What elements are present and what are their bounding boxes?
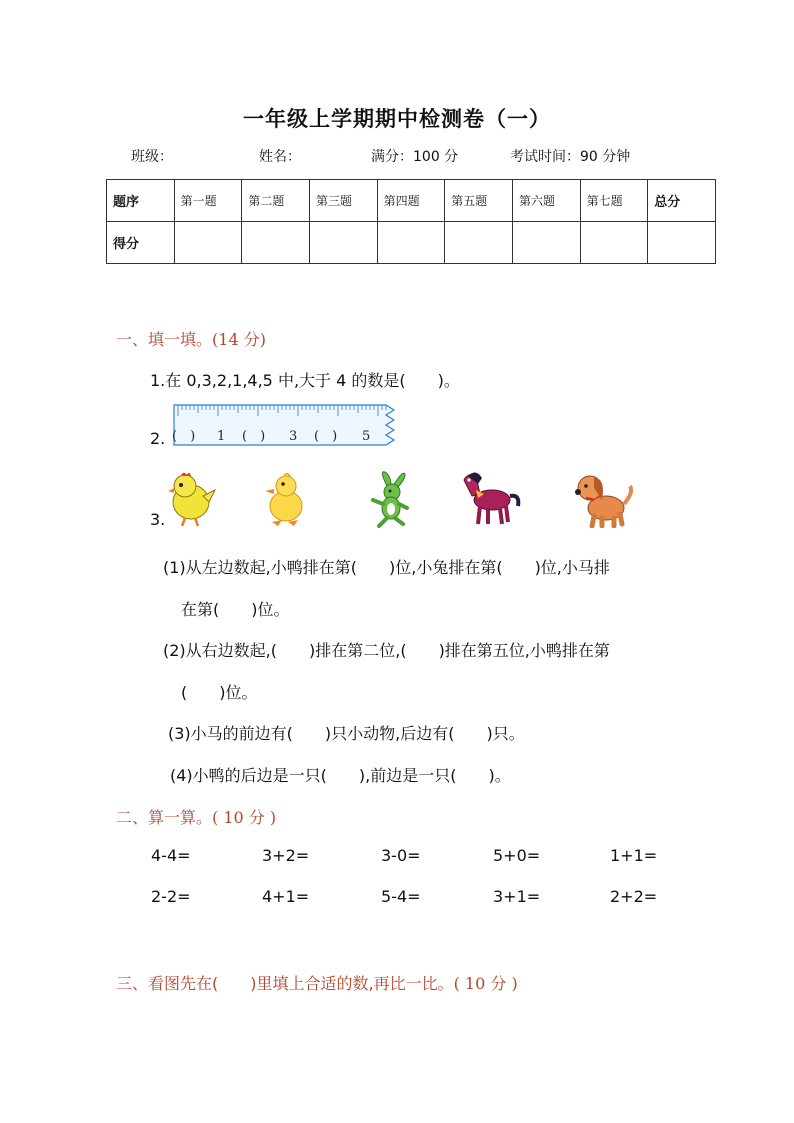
ruler-label: 3: [289, 429, 298, 444]
ruler-label: ( ): [242, 429, 266, 444]
section2-title: 二、算一算。: [116, 808, 213, 827]
score-cell[interactable]: [648, 222, 716, 264]
dog-icon: [572, 470, 636, 528]
q3-sub3: (3)小马的前边有( )只小动物,后边有( )只。: [168, 724, 525, 743]
ruler-label: ( ): [172, 429, 196, 444]
header-cell: 第三题: [309, 180, 377, 222]
section2-points: ( 10 分 ): [212, 808, 277, 827]
ruler-label: ( ): [314, 429, 338, 444]
calc-item: 3+2=: [262, 846, 310, 865]
header-cell: 第二题: [242, 180, 310, 222]
calc-item: 4-4=: [151, 846, 191, 865]
section1-title: 一、填一填。: [116, 330, 213, 349]
question-3-label: 3.: [150, 510, 166, 529]
header-cell: 第四题: [377, 180, 445, 222]
section1-heading: [116, 327, 266, 350]
score-cell[interactable]: [445, 222, 513, 264]
score-cell[interactable]: [377, 222, 445, 264]
header-cell: 题序: [107, 180, 175, 222]
q3-sub1-line1: (1)从左边数起,小鸭排在第( )位,小兔排在第( )位,小马排: [163, 558, 610, 577]
score-row-label: 得分: [107, 222, 175, 264]
full-score: 满分：100 分: [371, 149, 459, 165]
calc-item: 1+1=: [610, 846, 658, 865]
calc-item: 2+2=: [610, 887, 658, 906]
rabbit-icon: [367, 470, 429, 528]
ruler-label: 5: [362, 429, 371, 444]
horse-icon: [458, 470, 524, 528]
header-cell: 第一题: [174, 180, 242, 222]
score-cell[interactable]: [309, 222, 377, 264]
score-table: [106, 179, 716, 264]
calc-item: 5-4=: [381, 887, 421, 906]
ruler-label: 1: [217, 429, 226, 444]
score-cell[interactable]: [242, 222, 310, 264]
section3-title: 三、看图先在( )里填上合适的数,再比一比。: [116, 974, 454, 993]
section1-points: (14 分): [212, 330, 266, 349]
q3-sub2-line2: ( )位。: [181, 683, 258, 702]
name-label: 姓名：: [259, 149, 301, 165]
section3-heading: [116, 971, 518, 994]
score-cell[interactable]: [580, 222, 648, 264]
section2-heading: [116, 805, 276, 828]
calc-item: 3+1=: [493, 887, 541, 906]
score-cell[interactable]: [512, 222, 580, 264]
duck-icon: [262, 470, 324, 528]
question-1: 1.在 0,3,2,1,4,5 中,大于 4 的数是( )。: [150, 371, 460, 390]
exam-time: 考试时间：90 分钟: [510, 149, 631, 165]
ruler-icon: [172, 403, 402, 451]
header-cell: 第七题: [580, 180, 648, 222]
score-cell[interactable]: [174, 222, 242, 264]
header-cell: 第六题: [512, 180, 580, 222]
section3-points: ( 10 分 ): [453, 974, 518, 993]
q3-sub2-line1: (2)从右边数起,( )排在第二位,( )排在第五位,小鸭排在第: [163, 641, 610, 660]
calc-item: 2-2=: [151, 887, 191, 906]
question-2-label: 2.: [150, 429, 166, 448]
calc-item: 5+0=: [493, 846, 541, 865]
page-title: 一年级上学期期中检测卷（一）: [243, 107, 551, 131]
calc-item: 3-0=: [381, 846, 421, 865]
q3-sub1-line2: 在第( )位。: [181, 600, 290, 619]
header-cell: 总分: [648, 180, 716, 222]
chick-icon: [165, 470, 227, 528]
class-label: 班级：: [131, 149, 173, 165]
header-cell: 第五题: [445, 180, 513, 222]
score-table-header-row: [107, 180, 716, 222]
score-table-score-row: [107, 222, 716, 264]
calc-item: 4+1=: [262, 887, 310, 906]
q3-sub4: (4)小鸭的后边是一只( ),前边是一只( )。: [170, 766, 511, 785]
